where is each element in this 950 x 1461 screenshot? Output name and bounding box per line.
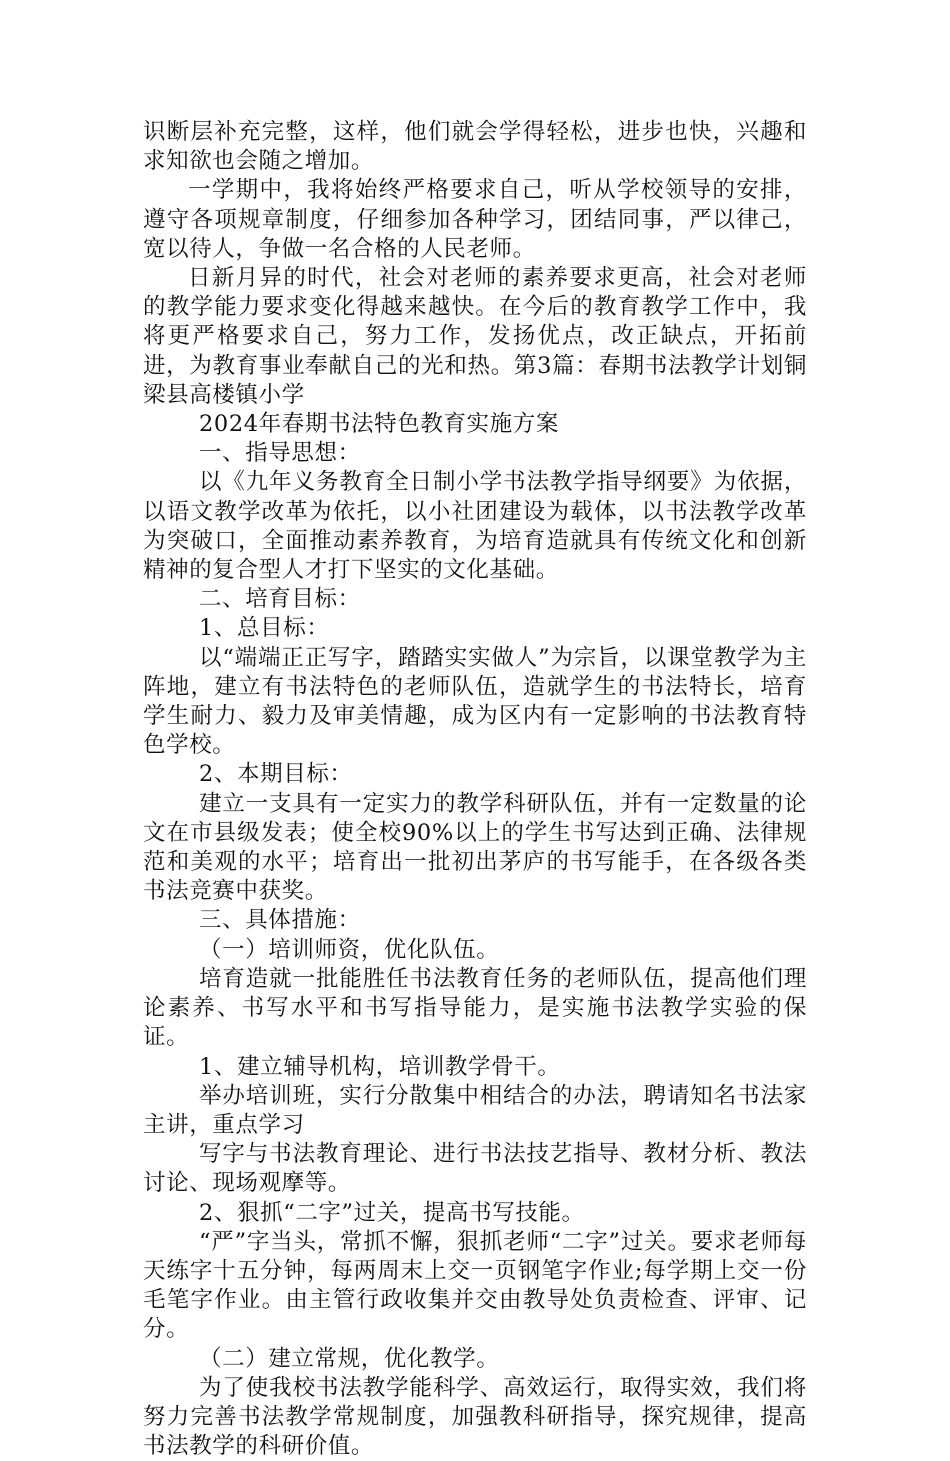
paragraph: 建立一支具有一定实力的教学科研队伍，并有一定数量的论文在市县级发表；使全校90%以上的学生书写达到正确、法律规范和美观的水平；培育出一批初出茅庐的书写能手，在各级各类书法竞赛中获奖。 (143, 790, 807, 905)
paragraph: “严”字当头，常抓不懈，狠抓老师“二字”过关。要求老师每天练字十五分钟，每两周末上交一页钢笔字作业;每学期上交一份毛笔字作业。由主管行政收集并交由教导处负责检查、评审、记分。 (143, 1228, 807, 1343)
paragraph: 举办培训班，实行分散集中相结合的办法，聘请知名书法家主讲，重点学习 (143, 1082, 807, 1138)
heading: 三、具体措施： (199, 907, 361, 934)
paragraph: 为了使我校书法教学能科学、高效运行，取得实效，我们将努力完善书法教学常规制度，加强教科研指导，探究规律，提高书法教学的科研价值。 (143, 1374, 807, 1460)
paragraph: 一学期中，我将始终严格要求自己，听从学校领导的安排，遵守各项规章制度，仔细参加各种学习，团结同事，严以律己，宽以待人，争做一名合格的人民老师。 (143, 177, 807, 262)
subheading: （一）培训师资，优化队伍。 (199, 936, 500, 963)
paragraph: 写字与书法教育理论、进行书法技艺指导、教材分析、教法讨论、现场观摩等。 (143, 1141, 807, 1197)
subheading: 2、本期目标： (199, 761, 353, 788)
heading: 一、指导思想： (199, 440, 361, 467)
subheading: （二）建立常规，优化教学。 (199, 1345, 500, 1372)
subheading: 1、建立辅导机构，培训教学骨干。 (199, 1053, 561, 1080)
paragraph: 培育造就一批能胜任书法教育任务的老师队伍，提高他们理论素养、书写水平和书写指导能力，是实施书法教学实验的保证。 (143, 965, 807, 1051)
section-title: 2024年春期书法特色教育实施方案 (199, 411, 559, 438)
paragraph: 日新月异的时代，社会对老师的素养要求更高，社会对老师的教学能力要求变化得越来越快。在今后的教育教学工作中，我将更严格要求自己，努力工作，发扬优点，改正缺点，开拓前进，为教育事业奉献自己的光和热。第3篇：春期书法教学计划铜梁县高楼镇小学 (143, 265, 807, 408)
subheading: 1、总目标： (199, 615, 330, 642)
paragraph: 以“端端正正写字，踏踏实实做人”为宗旨，以课堂教学为主阵地，建立有书法特色的老师队伍，造就学生的书法特长，培育学生耐力、毅力及审美情趣，成为区内有一定影响的书法教育特色学校。 (143, 644, 807, 759)
heading: 二、培育目标： (199, 586, 361, 613)
paragraph: 识断层补充完整，这样，他们就会学得轻松，进步也快，兴趣和求知欲也会随之增加。 (143, 119, 807, 175)
subheading: 2、狠抓“二字”过关，提高书写技能。 (199, 1199, 585, 1226)
paragraph: 以《九年义务教育全日制小学书法教学指导纲要》为依据，以语文教学改革为依托，以小社团建设为载体，以书法教学改革为突破口，全面推动素养教育，为培育造就具有传统文化和创新精神的复合型人才打下坚实的文化基础。 (143, 469, 807, 584)
document-body (143, 118, 807, 1461)
